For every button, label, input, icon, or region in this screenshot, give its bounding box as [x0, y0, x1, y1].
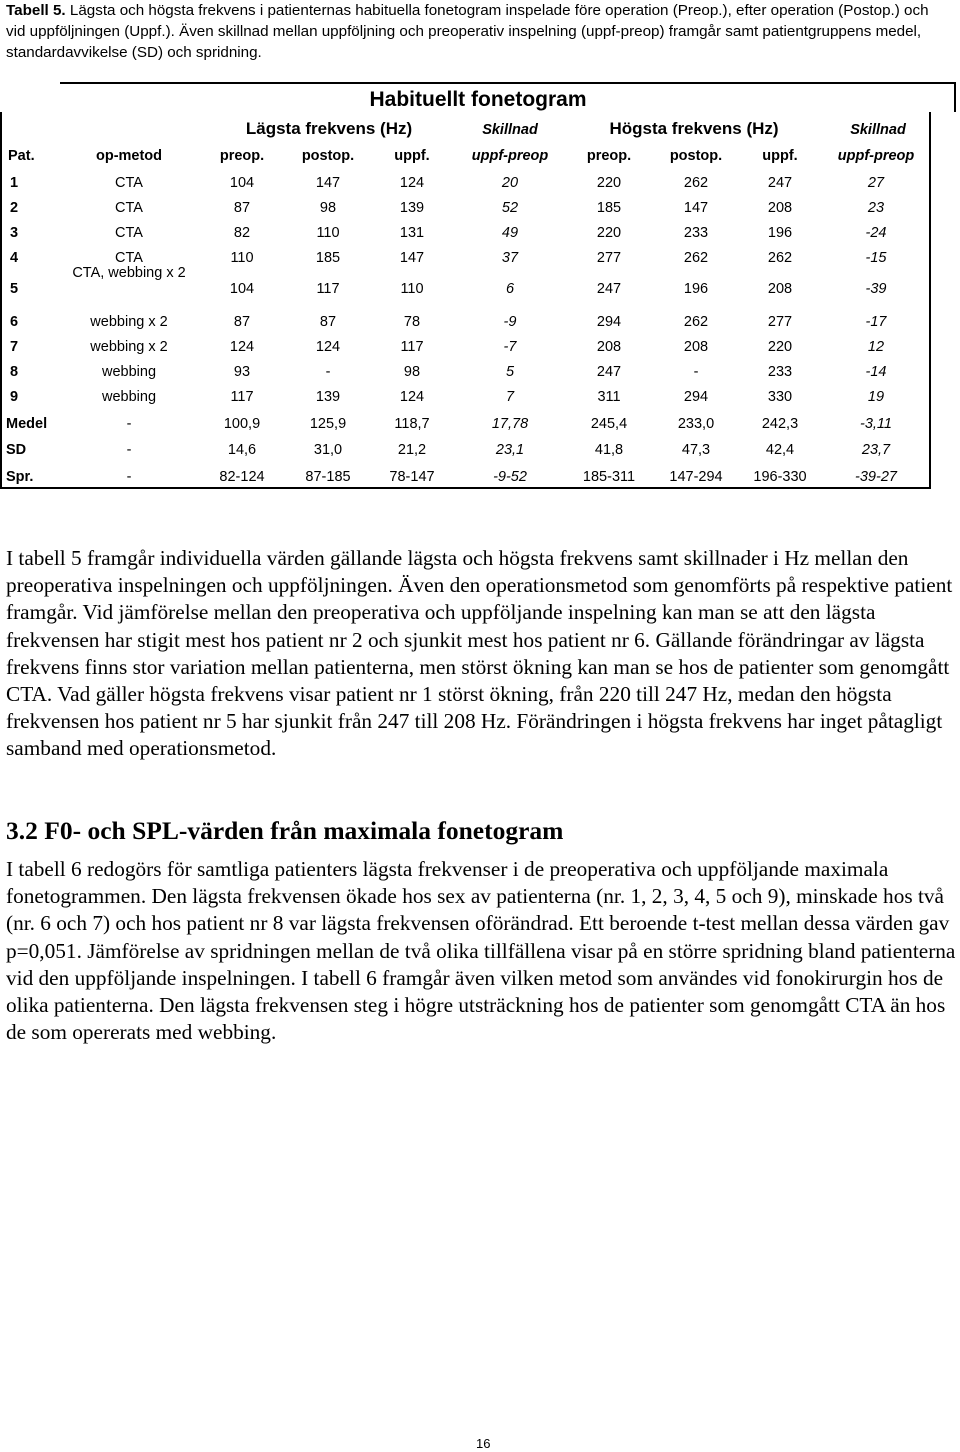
table-border-left [0, 112, 2, 488]
table-cell: 110 [316, 225, 340, 241]
table-cell: 247 [767, 175, 793, 191]
row-label: 7 [10, 339, 19, 355]
table-cell: 208 [683, 339, 709, 355]
row-label: 2 [10, 200, 19, 216]
table-cell: 262 [683, 175, 709, 191]
summary-cell: 17,78 [491, 416, 529, 432]
table-cell: 104 [229, 175, 255, 191]
table-cell: 277 [767, 314, 793, 330]
table-cell: -17 [865, 314, 887, 330]
summary-cell: - [126, 416, 132, 432]
column-header: preop. [586, 148, 632, 164]
summary-cell: 233,0 [677, 416, 715, 432]
table-border-bottom [0, 487, 931, 489]
table-cell: CTA [115, 250, 143, 266]
summary-cell: 87-185 [305, 469, 351, 485]
table-cell: 78 [403, 314, 421, 330]
table-cell: 110 [230, 250, 254, 266]
table-cell: 98 [403, 364, 421, 380]
table-cell: CTA [115, 175, 143, 191]
summary-cell: -3,11 [860, 416, 892, 432]
table-cell: 124 [399, 389, 425, 405]
table-caption [6, 0, 951, 63]
table-title: Habituellt fonetogram [369, 88, 587, 111]
row-label: 6 [10, 314, 19, 330]
row-label: 3 [10, 225, 19, 241]
table-cell: 19 [867, 389, 885, 405]
table-cell: 104 [229, 281, 255, 297]
table-cell: 220 [767, 339, 793, 355]
group-header-diff-low: Skillnad [482, 122, 538, 138]
table-cell: 220 [596, 225, 622, 241]
summary-cell: 125,9 [309, 416, 347, 432]
table-cell: webbing x 2 [90, 339, 168, 355]
table-cell: 98 [319, 200, 337, 216]
table-cell: -15 [865, 250, 887, 266]
summary-label: Spr. [6, 469, 34, 485]
table-cell: 82 [233, 225, 251, 241]
summary-cell: 42,4 [765, 442, 795, 458]
table-cell: 147 [399, 250, 425, 266]
table-cell: 311 [597, 389, 621, 405]
table-cell: 233 [767, 364, 793, 380]
paragraph-1: I tabell 5 framgår individuella värden gällande lägsta och högsta frekvens samt skillnader i Hz mellan den preoperativa inspelningen och uppföljningen. Även den operationsmetod som genomförts på respektive patient framgår. Vid jämförelse mellan den preoperativa och uppföljande inspelning kan man se att den lägsta frekvensen har stigit mest hos patient nr 2 och sjunkit mest hos patient nr 6. Gällande förändringar av lägsta frekvens finns stor variation mellan patienterna, men störst ökning kan man se hos de patienter som genomgått CTA. Vad gäller högsta frekvens visar patient nr 1 störst ökning, från 220 till 247 Hz, medan den högsta frekvensen hos patient nr 5 har sjunkit från 247 till 208 Hz. Förändringen i högsta frekvens har inget påtagligt samband med operationsmetod. [6, 546, 953, 761]
table-cell: webbing [101, 364, 157, 380]
table-cell: 220 [596, 175, 622, 191]
summary-cell: 21,2 [397, 442, 427, 458]
summary-label: SD [6, 442, 27, 458]
row-label: 4 [10, 250, 19, 266]
table-cell: - [693, 364, 699, 380]
table-cell: -39 [865, 281, 887, 297]
table-cell: 247 [596, 281, 622, 297]
table-cell: 12 [867, 339, 885, 355]
summary-cell: -39-27 [855, 469, 897, 485]
summary-cell: -9-52 [493, 469, 527, 485]
table-cell: 139 [315, 389, 341, 405]
table-cell: 110 [400, 281, 424, 297]
table-cell: 20 [501, 175, 519, 191]
summary-cell: 147-294 [669, 469, 723, 485]
row-label: 5 [10, 281, 19, 297]
column-header: uppf-preop [837, 148, 915, 164]
table-cell: 124 [229, 339, 255, 355]
row-label: 9 [10, 389, 19, 405]
table-cell: 262 [767, 250, 793, 266]
table-cell: 117 [316, 281, 340, 297]
table-cell: CTA, webbing x 2 [72, 265, 186, 281]
paragraph-2: I tabell 6 redogörs för samtliga patienters lägsta frekvenser i de preoperativa och uppföljande maximala fonetogrammen. Den lägsta frekvensen ökade hos sex av patienterna (nr. 1, 2, 3, 4, 5 och 9), minskade hos två (nr. 6 och 7) och hos patient nr 8 var lägsta frekvensen oförändrad. Ett beroende t-test mellan dessa värden gav p=0,051. Jämförelse av spridningen mellan de två olika tillfällena visar på en större spridning bland patienterna vid den uppföljande inspelningen. I tabell 6 framgår även vilken metod som användes vid fonokirurgin hos de olika patienterna. Den lägsta frekvensen steg i högre utsträckning hos de patienter som genomgått CTA än hos de som opererats med webbing. [6, 857, 956, 1045]
page-number: 16 [476, 1436, 491, 1451]
table-cell: 208 [767, 281, 793, 297]
table-cell: 7 [505, 389, 515, 405]
group-header-diff-high: Skillnad [850, 122, 906, 138]
summary-cell: 14,6 [227, 442, 257, 458]
table-cell: -14 [865, 364, 887, 380]
summary-cell: 100,9 [223, 416, 261, 432]
column-header: uppf. [394, 148, 430, 164]
table-cell: 330 [767, 389, 793, 405]
summary-cell: 41,8 [594, 442, 624, 458]
table-cell: 23 [867, 200, 885, 216]
summary-cell: 196-330 [753, 469, 807, 485]
column-header: uppf-preop [471, 148, 549, 164]
table-cell: 185 [315, 250, 341, 266]
caption-text: Lägsta och högsta frekvens i patienternas habituella fonetogram inspelade före operation (Preop.), efter operation (Postop.) och vid uppföljningen (Uppf.). Även skillnad mellan uppföljning och preoperativ inspelning (uppf-preop) framgår samt patientgruppens medel, standardavvikelse (SD) och spridning. [6, 2, 929, 61]
table-cell: 262 [683, 314, 709, 330]
table-cell: 196 [767, 225, 793, 241]
column-header: preop. [219, 148, 265, 164]
table-cell: 87 [319, 314, 337, 330]
table-cell: 6 [505, 281, 515, 297]
table-border-top [60, 82, 956, 84]
table-cell: webbing [101, 389, 157, 405]
caption-label: Tabell 5. [6, 2, 66, 19]
table-cell: 93 [233, 364, 251, 380]
column-header: uppf. [762, 148, 798, 164]
table-cell: 147 [683, 200, 709, 216]
table-cell: 124 [315, 339, 341, 355]
table-cell: 147 [315, 175, 341, 191]
table-cell: 87 [233, 200, 251, 216]
table-cell: CTA [115, 225, 143, 241]
table-cell: 139 [399, 200, 425, 216]
table-cell: 294 [596, 314, 622, 330]
section-heading: 3.2 F0- och SPL-värden från maximala fonetogram [6, 816, 564, 845]
summary-cell: 78-147 [389, 469, 435, 485]
table-cell: -9 [503, 314, 517, 330]
summary-label: Medel [6, 416, 48, 432]
table-border-right-top [954, 82, 956, 112]
table-cell: 124 [399, 175, 425, 191]
table-cell: 5 [505, 364, 515, 380]
table-cell: 49 [501, 225, 519, 241]
frequency-table [0, 82, 960, 492]
table-cell: 185 [596, 200, 622, 216]
column-header: op-metod [95, 148, 163, 164]
row-label: 8 [10, 364, 19, 380]
summary-cell: 82-124 [219, 469, 265, 485]
summary-cell: 23,7 [861, 442, 891, 458]
table-cell: 117 [230, 389, 254, 405]
table-cell: 52 [501, 200, 519, 216]
summary-cell: - [126, 442, 132, 458]
summary-cell: 242,3 [761, 416, 799, 432]
summary-cell: 31,0 [313, 442, 343, 458]
group-header-high: Högsta frekvens (Hz) [609, 119, 779, 138]
table-cell: -7 [503, 339, 517, 355]
column-header: Pat. [8, 148, 35, 164]
table-cell: 233 [683, 225, 709, 241]
row-label: 1 [10, 175, 19, 191]
table-cell: 208 [767, 200, 793, 216]
table-cell: 277 [596, 250, 622, 266]
table-cell: 294 [683, 389, 709, 405]
table-cell: -24 [865, 225, 887, 241]
summary-cell: 245,4 [590, 416, 628, 432]
table-cell: CTA [115, 200, 143, 216]
column-header: postop. [301, 148, 355, 164]
table-cell: 37 [501, 250, 519, 266]
table-cell: 196 [683, 281, 709, 297]
table-border-right [929, 112, 931, 488]
table-cell: 208 [596, 339, 622, 355]
summary-cell: 47,3 [681, 442, 711, 458]
table-cell: webbing x 2 [90, 314, 168, 330]
summary-cell: 118,7 [394, 416, 430, 432]
table-cell: 247 [596, 364, 622, 380]
column-header: postop. [669, 148, 723, 164]
group-header-low: Lägsta frekvens (Hz) [245, 119, 413, 138]
table-cell: 262 [683, 250, 709, 266]
table-cell: 87 [233, 314, 251, 330]
table-cell: 117 [400, 339, 424, 355]
table-cell: 27 [867, 175, 885, 191]
summary-cell: - [126, 469, 132, 485]
summary-cell: 185-311 [582, 469, 636, 485]
table-cell: 131 [399, 225, 425, 241]
summary-cell: 23,1 [495, 442, 525, 458]
table-cell: - [325, 364, 331, 380]
